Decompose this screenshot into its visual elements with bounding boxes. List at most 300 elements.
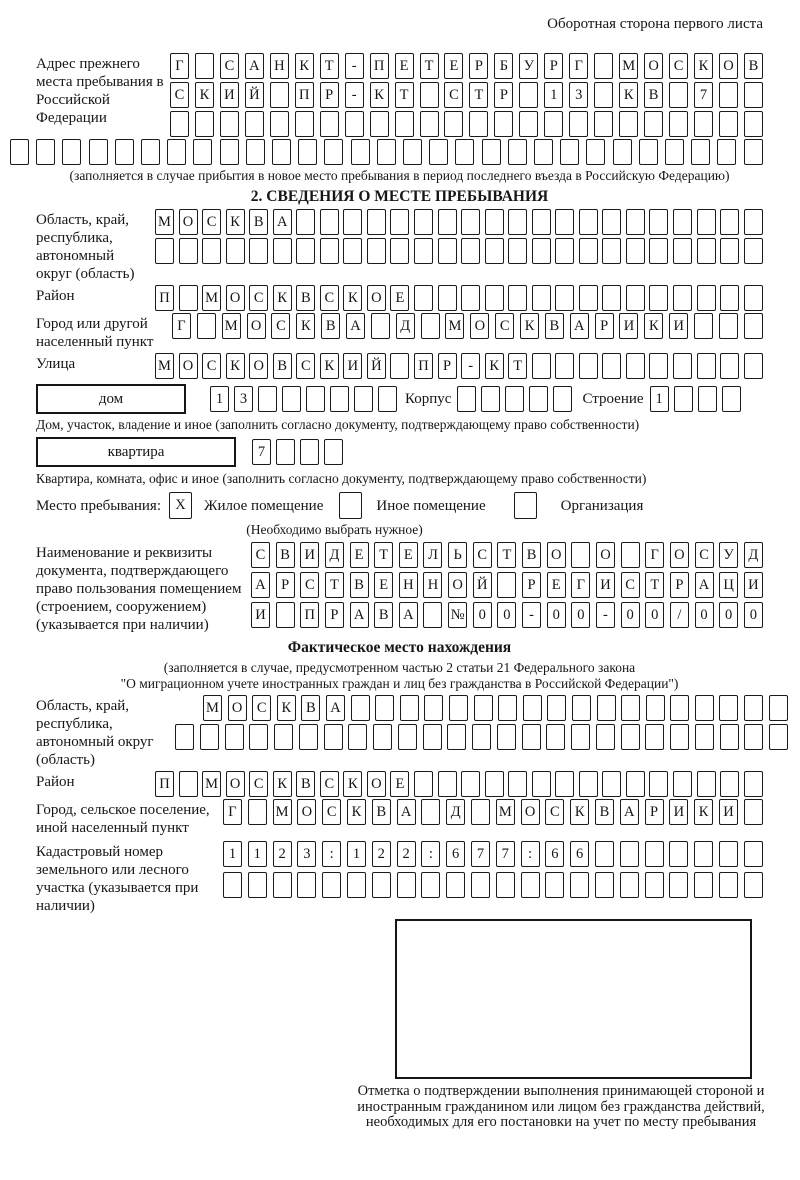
char-box[interactable]: Р <box>670 572 689 598</box>
char-box[interactable] <box>296 238 315 264</box>
char-box[interactable] <box>414 285 433 311</box>
char-box[interactable]: В <box>545 313 564 339</box>
char-box[interactable] <box>155 238 174 264</box>
char-box[interactable]: О <box>297 799 316 825</box>
char-box[interactable]: 3 <box>234 386 253 412</box>
char-box[interactable]: И <box>251 602 270 628</box>
char-box[interactable] <box>248 872 267 898</box>
char-box[interactable] <box>644 111 663 137</box>
char-box[interactable]: К <box>370 82 389 108</box>
char-box[interactable] <box>420 82 439 108</box>
char-box[interactable]: С <box>249 285 268 311</box>
char-box[interactable]: С <box>170 82 189 108</box>
char-box[interactable]: К <box>273 285 292 311</box>
checkbox-other-premises[interactable] <box>339 492 362 519</box>
char-box[interactable]: Д <box>744 542 763 568</box>
char-box[interactable] <box>649 771 668 797</box>
char-box[interactable]: А <box>397 799 416 825</box>
char-box[interactable]: С <box>251 542 270 568</box>
char-box[interactable]: С <box>495 313 514 339</box>
char-box[interactable] <box>602 771 621 797</box>
char-box[interactable] <box>390 353 409 379</box>
char-box[interactable]: В <box>273 353 292 379</box>
char-box[interactable]: Е <box>395 53 414 79</box>
char-box[interactable]: А <box>273 209 292 235</box>
char-box[interactable] <box>295 111 314 137</box>
char-box[interactable] <box>649 353 668 379</box>
char-box[interactable] <box>330 386 349 412</box>
char-box[interactable]: А <box>326 695 345 721</box>
char-box[interactable] <box>508 139 527 165</box>
char-box[interactable]: О <box>547 542 566 568</box>
char-box[interactable] <box>769 695 788 721</box>
char-box[interactable] <box>694 313 713 339</box>
char-box[interactable]: О <box>470 313 489 339</box>
char-box[interactable] <box>523 695 542 721</box>
char-box[interactable]: Е <box>547 572 566 598</box>
char-box[interactable] <box>367 209 386 235</box>
char-box[interactable]: В <box>522 542 541 568</box>
char-box[interactable]: Г <box>170 53 189 79</box>
char-box[interactable] <box>545 872 564 898</box>
char-box[interactable]: 1 <box>347 841 366 867</box>
char-box[interactable] <box>508 209 527 235</box>
char-box[interactable] <box>717 139 736 165</box>
char-box[interactable] <box>670 695 689 721</box>
char-box[interactable]: М <box>273 799 292 825</box>
char-box[interactable] <box>649 209 668 235</box>
char-box[interactable] <box>769 724 788 750</box>
char-box[interactable]: С <box>444 82 463 108</box>
char-box[interactable] <box>297 872 316 898</box>
char-box[interactable]: К <box>694 799 713 825</box>
char-box[interactable]: С <box>621 572 640 598</box>
char-box[interactable]: О <box>644 53 663 79</box>
char-box[interactable] <box>697 285 716 311</box>
char-box[interactable]: С <box>473 542 492 568</box>
char-box[interactable]: - <box>345 53 364 79</box>
char-box[interactable] <box>532 285 551 311</box>
char-box[interactable]: Г <box>571 572 590 598</box>
char-box[interactable] <box>673 209 692 235</box>
char-box[interactable]: Б <box>494 53 513 79</box>
char-box[interactable]: Р <box>320 82 339 108</box>
char-box[interactable] <box>438 771 457 797</box>
char-box[interactable] <box>744 209 763 235</box>
char-box[interactable] <box>508 285 527 311</box>
char-box[interactable] <box>438 285 457 311</box>
char-box[interactable] <box>200 724 219 750</box>
char-box[interactable] <box>245 111 264 137</box>
char-box[interactable] <box>626 771 645 797</box>
char-box[interactable]: 0 <box>621 602 640 628</box>
char-box[interactable] <box>89 139 108 165</box>
char-box[interactable] <box>595 872 614 898</box>
char-box[interactable]: С <box>300 572 319 598</box>
char-box[interactable] <box>414 771 433 797</box>
char-box[interactable]: К <box>343 771 362 797</box>
char-box[interactable] <box>744 724 763 750</box>
char-box[interactable]: С <box>296 353 315 379</box>
char-box[interactable]: - <box>522 602 541 628</box>
char-box[interactable]: Т <box>325 572 344 598</box>
char-box[interactable]: У <box>519 53 538 79</box>
char-box[interactable]: Т <box>420 53 439 79</box>
char-box[interactable] <box>62 139 81 165</box>
char-box[interactable] <box>485 771 504 797</box>
char-box[interactable] <box>276 602 295 628</box>
char-box[interactable]: А <box>350 602 369 628</box>
char-box[interactable] <box>560 139 579 165</box>
char-box[interactable] <box>720 238 739 264</box>
char-box[interactable]: К <box>619 82 638 108</box>
char-box[interactable] <box>697 771 716 797</box>
char-box[interactable] <box>472 724 491 750</box>
char-box[interactable] <box>720 724 739 750</box>
char-box[interactable]: С <box>202 209 221 235</box>
char-box[interactable] <box>620 841 639 867</box>
char-box[interactable]: Д <box>325 542 344 568</box>
char-box[interactable]: 1 <box>223 841 242 867</box>
char-box[interactable]: О <box>367 771 386 797</box>
char-box[interactable] <box>322 872 341 898</box>
char-box[interactable]: Й <box>245 82 264 108</box>
char-box[interactable] <box>449 695 468 721</box>
char-box[interactable] <box>571 724 590 750</box>
char-box[interactable] <box>455 139 474 165</box>
char-box[interactable] <box>519 82 538 108</box>
char-box[interactable] <box>246 139 265 165</box>
char-box[interactable]: И <box>343 353 362 379</box>
char-box[interactable]: К <box>343 285 362 311</box>
char-box[interactable]: 0 <box>547 602 566 628</box>
char-box[interactable] <box>202 238 221 264</box>
char-box[interactable]: С <box>320 285 339 311</box>
char-box[interactable]: - <box>461 353 480 379</box>
char-box[interactable] <box>505 386 524 412</box>
char-box[interactable] <box>720 209 739 235</box>
char-box[interactable] <box>673 238 692 264</box>
char-box[interactable] <box>532 209 551 235</box>
char-box[interactable]: С <box>249 771 268 797</box>
char-box[interactable] <box>694 111 713 137</box>
char-box[interactable] <box>529 386 548 412</box>
char-box[interactable]: - <box>596 602 615 628</box>
char-box[interactable]: В <box>372 799 391 825</box>
char-box[interactable] <box>414 238 433 264</box>
char-box[interactable] <box>570 872 589 898</box>
char-box[interactable] <box>555 771 574 797</box>
char-box[interactable] <box>461 238 480 264</box>
char-box[interactable]: 2 <box>273 841 292 867</box>
char-box[interactable]: В <box>296 771 315 797</box>
char-box[interactable]: П <box>300 602 319 628</box>
char-box[interactable]: М <box>202 285 221 311</box>
char-box[interactable] <box>602 285 621 311</box>
char-box[interactable]: С <box>669 53 688 79</box>
char-box[interactable] <box>273 238 292 264</box>
char-box[interactable]: В <box>321 313 340 339</box>
char-box[interactable]: Д <box>396 313 415 339</box>
char-box[interactable] <box>282 386 301 412</box>
char-box[interactable]: О <box>179 209 198 235</box>
char-box[interactable] <box>569 111 588 137</box>
char-box[interactable]: О <box>226 771 245 797</box>
char-box[interactable] <box>586 139 605 165</box>
char-box[interactable]: 6 <box>545 841 564 867</box>
char-box[interactable] <box>744 313 763 339</box>
char-box[interactable]: Е <box>390 771 409 797</box>
char-box[interactable] <box>697 353 716 379</box>
char-box[interactable]: К <box>485 353 504 379</box>
char-box[interactable] <box>694 841 713 867</box>
char-box[interactable]: 7 <box>471 841 490 867</box>
char-box[interactable]: О <box>670 542 689 568</box>
char-box[interactable]: 2 <box>397 841 416 867</box>
char-box[interactable]: Р <box>595 313 614 339</box>
char-box[interactable]: С <box>220 53 239 79</box>
char-box[interactable] <box>547 695 566 721</box>
char-box[interactable]: 7 <box>496 841 515 867</box>
char-box[interactable]: О <box>249 353 268 379</box>
char-box[interactable]: : <box>521 841 540 867</box>
char-box[interactable] <box>115 139 134 165</box>
char-box[interactable] <box>421 313 440 339</box>
char-box[interactable] <box>373 724 392 750</box>
char-box[interactable] <box>485 285 504 311</box>
char-box[interactable]: П <box>155 285 174 311</box>
char-box[interactable]: С <box>252 695 271 721</box>
char-box[interactable] <box>694 872 713 898</box>
char-box[interactable]: П <box>155 771 174 797</box>
char-box[interactable] <box>555 285 574 311</box>
char-box[interactable] <box>372 872 391 898</box>
char-box[interactable] <box>179 238 198 264</box>
char-box[interactable] <box>400 695 419 721</box>
char-box[interactable] <box>544 111 563 137</box>
char-box[interactable]: Н <box>270 53 289 79</box>
char-box[interactable] <box>258 386 277 412</box>
char-box[interactable] <box>270 111 289 137</box>
char-box[interactable]: - <box>345 82 364 108</box>
char-box[interactable]: Т <box>374 542 393 568</box>
char-box[interactable] <box>673 353 692 379</box>
char-box[interactable] <box>469 111 488 137</box>
char-box[interactable] <box>695 695 714 721</box>
char-box[interactable] <box>423 602 442 628</box>
char-box[interactable]: П <box>295 82 314 108</box>
char-box[interactable]: У <box>719 542 738 568</box>
char-box[interactable]: 7 <box>252 439 271 465</box>
checkbox-organization[interactable] <box>514 492 537 519</box>
char-box[interactable]: К <box>347 799 366 825</box>
char-box[interactable] <box>497 572 516 598</box>
char-box[interactable] <box>420 111 439 137</box>
char-box[interactable] <box>494 111 513 137</box>
char-box[interactable] <box>673 771 692 797</box>
char-box[interactable]: Т <box>469 82 488 108</box>
char-box[interactable]: О <box>367 285 386 311</box>
char-box[interactable]: А <box>620 799 639 825</box>
char-box[interactable] <box>674 386 693 412</box>
char-box[interactable] <box>421 872 440 898</box>
char-box[interactable]: М <box>445 313 464 339</box>
char-box[interactable]: 0 <box>571 602 590 628</box>
char-box[interactable]: 0 <box>473 602 492 628</box>
char-box[interactable]: 1 <box>210 386 229 412</box>
char-box[interactable]: С <box>271 313 290 339</box>
char-box[interactable] <box>324 724 343 750</box>
char-box[interactable]: О <box>228 695 247 721</box>
char-box[interactable]: Г <box>645 542 664 568</box>
char-box[interactable] <box>390 238 409 264</box>
char-box[interactable] <box>270 82 289 108</box>
char-box[interactable] <box>521 872 540 898</box>
char-box[interactable]: Т <box>497 542 516 568</box>
char-box[interactable] <box>744 139 763 165</box>
char-box[interactable]: В <box>296 285 315 311</box>
char-box[interactable]: В <box>744 53 763 79</box>
char-box[interactable] <box>744 111 763 137</box>
char-box[interactable]: А <box>695 572 714 598</box>
char-box[interactable] <box>626 353 645 379</box>
char-box[interactable] <box>646 695 665 721</box>
char-box[interactable] <box>299 724 318 750</box>
char-box[interactable] <box>170 111 189 137</box>
char-box[interactable] <box>179 771 198 797</box>
char-box[interactable] <box>403 139 422 165</box>
char-box[interactable] <box>744 285 763 311</box>
char-box[interactable] <box>429 139 448 165</box>
char-box[interactable] <box>367 238 386 264</box>
char-box[interactable] <box>697 209 716 235</box>
char-box[interactable]: П <box>370 53 389 79</box>
char-box[interactable] <box>602 353 621 379</box>
char-box[interactable] <box>296 209 315 235</box>
char-box[interactable] <box>272 139 291 165</box>
char-box[interactable]: Г <box>569 53 588 79</box>
char-box[interactable] <box>719 111 738 137</box>
char-box[interactable]: Е <box>350 542 369 568</box>
char-box[interactable] <box>354 386 373 412</box>
char-box[interactable] <box>485 238 504 264</box>
char-box[interactable] <box>744 238 763 264</box>
char-box[interactable] <box>223 872 242 898</box>
char-box[interactable] <box>474 695 493 721</box>
char-box[interactable] <box>722 386 741 412</box>
char-box[interactable] <box>744 82 763 108</box>
char-box[interactable] <box>320 238 339 264</box>
char-box[interactable] <box>370 111 389 137</box>
char-box[interactable] <box>719 82 738 108</box>
char-box[interactable] <box>579 285 598 311</box>
char-box[interactable] <box>300 439 319 465</box>
char-box[interactable] <box>249 724 268 750</box>
char-box[interactable] <box>378 386 397 412</box>
char-box[interactable] <box>669 82 688 108</box>
char-box[interactable] <box>447 724 466 750</box>
char-box[interactable]: Д <box>446 799 465 825</box>
char-box[interactable]: Й <box>367 353 386 379</box>
char-box[interactable] <box>220 111 239 137</box>
char-box[interactable] <box>461 771 480 797</box>
char-box[interactable] <box>438 209 457 235</box>
char-box[interactable]: Й <box>473 572 492 598</box>
char-box[interactable] <box>626 238 645 264</box>
char-box[interactable]: 2 <box>372 841 391 867</box>
char-box[interactable] <box>691 139 710 165</box>
char-box[interactable]: С <box>320 771 339 797</box>
char-box[interactable]: К <box>694 53 713 79</box>
char-box[interactable]: А <box>251 572 270 598</box>
char-box[interactable]: К <box>570 799 589 825</box>
char-box[interactable]: Т <box>320 53 339 79</box>
char-box[interactable] <box>613 139 632 165</box>
char-box[interactable] <box>457 386 476 412</box>
char-box[interactable] <box>571 542 590 568</box>
char-box[interactable] <box>496 872 515 898</box>
char-box[interactable] <box>645 872 664 898</box>
char-box[interactable] <box>195 53 214 79</box>
char-box[interactable]: И <box>220 82 239 108</box>
char-box[interactable]: 6 <box>570 841 589 867</box>
char-box[interactable]: Р <box>544 53 563 79</box>
char-box[interactable] <box>579 771 598 797</box>
char-box[interactable]: А <box>570 313 589 339</box>
char-box[interactable] <box>594 53 613 79</box>
char-box[interactable] <box>669 111 688 137</box>
char-box[interactable] <box>351 139 370 165</box>
char-box[interactable] <box>596 724 615 750</box>
char-box[interactable] <box>645 841 664 867</box>
char-box[interactable]: В <box>644 82 663 108</box>
char-box[interactable] <box>195 111 214 137</box>
char-box[interactable] <box>532 771 551 797</box>
char-box[interactable] <box>508 771 527 797</box>
char-box[interactable] <box>534 139 553 165</box>
char-box[interactable]: Р <box>469 53 488 79</box>
char-box[interactable]: 0 <box>695 602 714 628</box>
char-box[interactable] <box>546 724 565 750</box>
char-box[interactable] <box>579 209 598 235</box>
char-box[interactable] <box>175 724 194 750</box>
char-box[interactable] <box>695 724 714 750</box>
char-box[interactable] <box>248 799 267 825</box>
char-box[interactable] <box>482 139 501 165</box>
char-box[interactable] <box>626 285 645 311</box>
char-box[interactable]: С <box>695 542 714 568</box>
char-box[interactable] <box>698 386 717 412</box>
char-box[interactable] <box>619 111 638 137</box>
char-box[interactable]: И <box>719 799 738 825</box>
char-box[interactable]: М <box>203 695 222 721</box>
char-box[interactable] <box>36 139 55 165</box>
char-box[interactable] <box>320 111 339 137</box>
char-box[interactable]: Н <box>423 572 442 598</box>
char-box[interactable] <box>481 386 500 412</box>
char-box[interactable] <box>497 724 516 750</box>
char-box[interactable]: Р <box>522 572 541 598</box>
char-box[interactable] <box>220 139 239 165</box>
char-box[interactable] <box>390 209 409 235</box>
char-box[interactable]: С <box>322 799 341 825</box>
char-box[interactable]: К <box>644 313 663 339</box>
char-box[interactable]: О <box>596 542 615 568</box>
char-box[interactable] <box>446 872 465 898</box>
char-box[interactable] <box>485 209 504 235</box>
char-box[interactable] <box>438 238 457 264</box>
char-box[interactable] <box>649 285 668 311</box>
